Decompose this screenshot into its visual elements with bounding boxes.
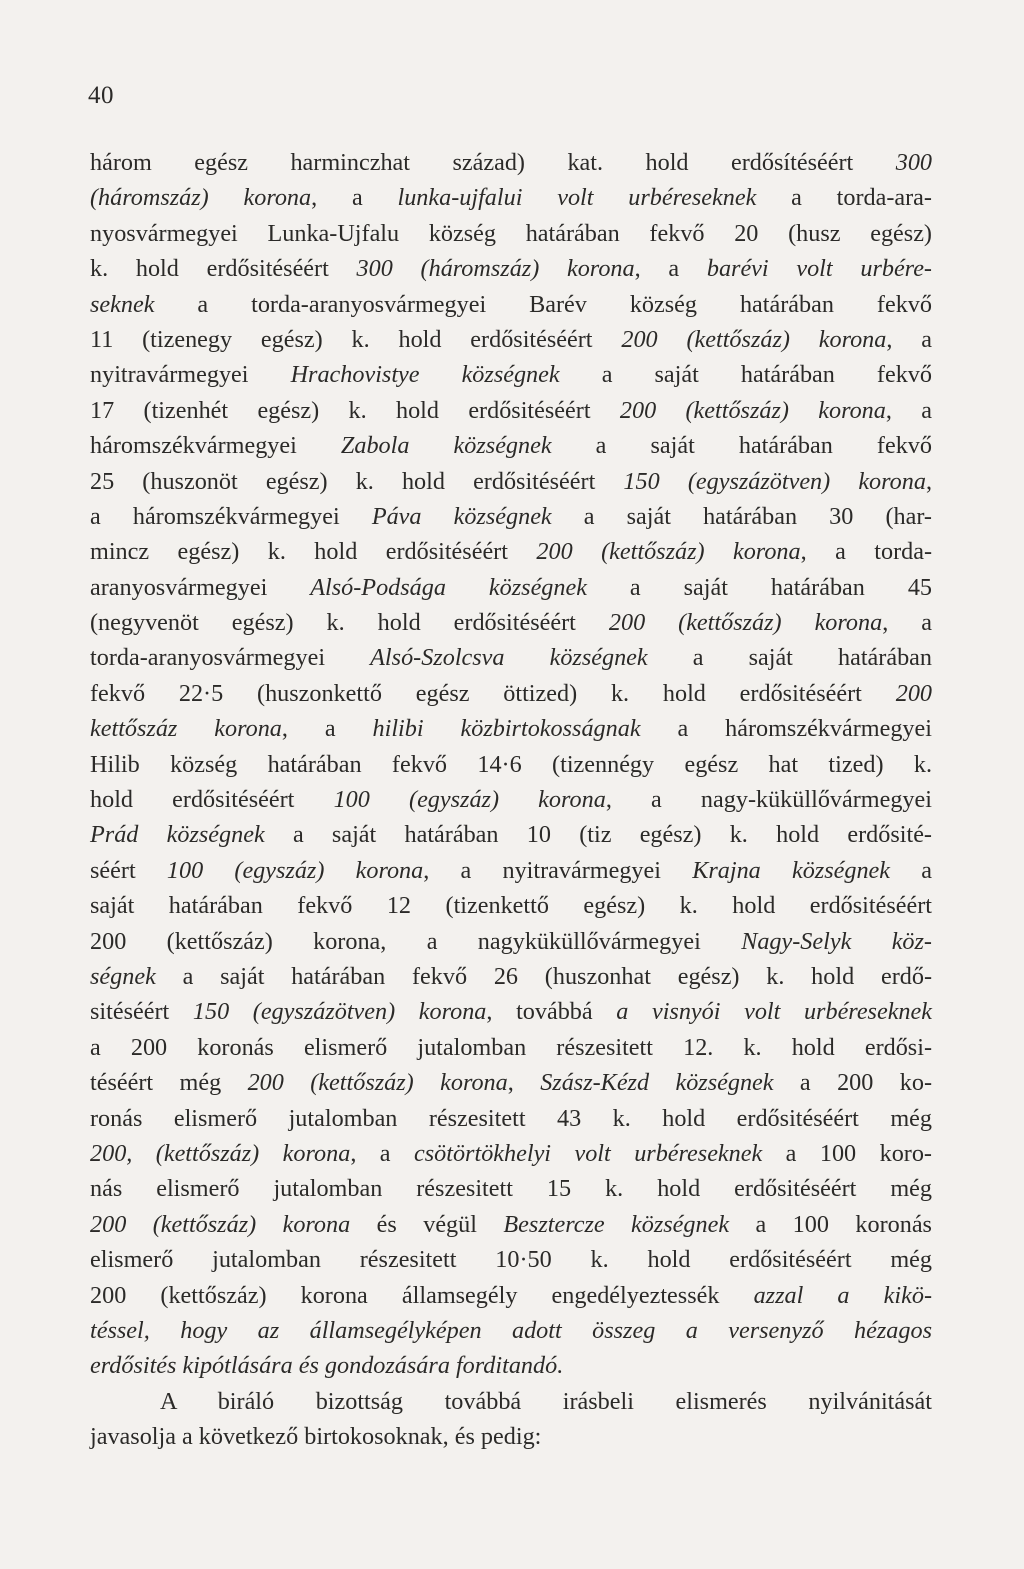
text-line (90, 1419, 932, 1454)
italic-text: Krajna községnek (692, 856, 891, 884)
text-run: a saját határában fekvő (551, 432, 932, 460)
text-run: a saját határában 45 (586, 573, 933, 601)
text-run: 17 (tizenhét egész) k. hold erdősitéséért (90, 396, 620, 424)
italic-text: azzal a kikö- (753, 1281, 932, 1309)
text-run: háromszékvármegyei (90, 432, 341, 460)
text-line (90, 959, 932, 994)
text-line (90, 747, 932, 782)
text-run: sitéséért (90, 998, 193, 1026)
italic-text: lunka-ujfalui volt urbéreseknek (397, 184, 757, 212)
text-line (90, 534, 932, 569)
text-line (90, 1207, 932, 1242)
text-run: a 200 ko- (773, 1069, 932, 1097)
text-line (90, 464, 932, 499)
text-run: , továbbá (486, 998, 617, 1026)
text-run: , a (882, 609, 932, 637)
text-run: 25 (huszonöt egész) k. hold erdősitéséért (90, 467, 624, 495)
italic-text: csötörtökhelyi volt urbéreseknek (414, 1139, 763, 1167)
text-run: Hilib község határában fekvő 14·6 (tizennégy egész hat tized) k. (90, 750, 932, 778)
text-run: három egész harminczhat század) kat. hold erdősítéséért (90, 149, 896, 176)
text-line (90, 853, 932, 888)
text-line (90, 1030, 932, 1065)
text-run: a (890, 856, 932, 884)
text-line (90, 888, 932, 923)
italic-text: Páva községnek (371, 502, 552, 530)
italic-text: 150 (egyszázötven) korona (623, 467, 926, 495)
italic-text: 200 (895, 679, 932, 707)
text-run: , a (885, 396, 932, 424)
text-run: elismerő jutalomban részesitett 10·50 k. hold erdősitéséért még (90, 1246, 932, 1274)
text-run: javasolja a következő birtokosoknak, és pedig: (90, 1423, 542, 1451)
italic-text: 200 (kettőszáz) korona (536, 538, 801, 566)
text-line (90, 1101, 932, 1136)
text-run: saját határában fekvő 12 (tizenkettő egész) k. hold erdősitéséért (90, 892, 932, 920)
text-run: k. hold erdősitéséért (90, 255, 357, 283)
text-line (90, 393, 932, 428)
text-run: mincz egész) k. hold erdősitéséért (90, 538, 537, 566)
text-run: séért (90, 856, 167, 884)
italic-text: Alsó-Podsága községnek (310, 573, 587, 601)
italic-text: 100 (egyszáz) korona (166, 856, 424, 884)
text-line (90, 287, 932, 322)
text-run: téséért még (90, 1069, 248, 1097)
text-run: fekvő 22·5 (huszonkettő egész öttized) k. hold erdősitéséért (90, 679, 896, 707)
text-run: , a nagy-küküllővármegyei (605, 786, 932, 814)
text-run: A biráló bizottság továbbá irásbeli elismerés nyilvánitását (160, 1387, 932, 1415)
page-number: 40 (88, 82, 114, 109)
text-line (90, 145, 932, 180)
italic-text: Hrachovistye községnek (290, 361, 560, 389)
text-line (90, 1278, 932, 1313)
text-run: , a nyitravármegyei (423, 856, 693, 884)
text-run: , a (350, 1139, 414, 1167)
text-line (90, 817, 932, 852)
text-run: a torda-ara- (756, 184, 932, 212)
italic-text: 200 (kettőszáz) korona (247, 1069, 508, 1097)
italic-text: Prád községnek (90, 821, 265, 849)
text-line (90, 1171, 932, 1206)
italic-text: 200 (kettőszáz) korona (90, 1210, 351, 1238)
italic-text: 300 (895, 149, 932, 176)
text-line (90, 605, 932, 640)
text-run: a háromszékvármegyei (640, 715, 932, 743)
text-run: , a (311, 184, 398, 212)
text-run: ronás elismerő jutalomban részesitett 43 k. hold erdősitéséért még (90, 1104, 932, 1132)
text-run: , a torda- (800, 538, 933, 566)
text-run: 200 (kettőszáz) korona, a nagyküküllővármegyei (90, 927, 742, 955)
italic-text: 300 (háromszáz) korona (356, 255, 635, 283)
italic-text: kettőszáz korona (90, 715, 282, 743)
text-run: a 100 koronás (729, 1210, 932, 1238)
page-body (90, 145, 932, 1454)
text-run: , (925, 467, 932, 495)
italic-text: Alsó-Szolcsva községnek (370, 644, 648, 672)
text-line (90, 782, 932, 817)
text-line (90, 428, 932, 463)
paragraph (90, 145, 932, 1384)
text-run: , a (886, 325, 932, 353)
text-line (90, 570, 932, 605)
text-line (90, 924, 932, 959)
text-run: torda-aranyosvármegyei (90, 644, 371, 672)
text-run: nyitravármegyei (90, 361, 291, 389)
italic-text: Nagy-Selyk köz- (741, 927, 932, 955)
text-run: a háromszékvármegyei (90, 502, 372, 530)
italic-text: téssel, hogy az államsegélyképen adott összeg a versenyző hézagos (90, 1316, 932, 1344)
paragraph (90, 1384, 932, 1455)
text-line (90, 251, 932, 286)
italic-text: erdősités kipótlására és gondozására forditandó. (90, 1352, 564, 1380)
text-line (90, 322, 932, 357)
text-line (90, 711, 932, 746)
text-run: hold erdősitéséért (90, 786, 334, 814)
text-run: a torda-aranyosvármegyei Barév község határában fekvő (154, 290, 932, 318)
text-run: 200 (kettőszáz) korona államsegély engedélyeztessék (90, 1281, 754, 1309)
text-run: a saját határában fekvő (559, 361, 932, 389)
italic-text: hilibi közbirtokosságnak (372, 715, 641, 743)
text-run: (negyvenöt egész) k. hold erdősitéséért (90, 609, 609, 637)
text-run: , (507, 1069, 541, 1097)
text-line (90, 180, 932, 215)
italic-text: Besztercze községnek (503, 1210, 730, 1238)
italic-text: (háromszáz) korona (90, 184, 312, 212)
italic-text: 200, (kettőszáz) korona (90, 1139, 351, 1167)
italic-text: 150 (egyszázötven) korona (192, 998, 487, 1026)
text-line (90, 1065, 932, 1100)
text-line (90, 994, 932, 1029)
italic-text: 200 (kettőszáz) korona (621, 325, 887, 353)
text-run: nás elismerő jutalomban részesitett 15 k. hold erdősitéséért még (90, 1175, 932, 1203)
text-run: aranyosvármegyei (90, 573, 311, 601)
text-line (90, 357, 932, 392)
text-line (90, 499, 932, 534)
text-run: a saját határában fekvő 26 (huszonhat egész) k. hold erdő- (155, 962, 932, 990)
text-run: a saját határában 30 (har- (551, 502, 932, 530)
italic-text: 200 (kettőszáz) korona (619, 396, 886, 424)
italic-text: a visnyói volt urbéreseknek (616, 998, 932, 1026)
text-line (90, 1313, 932, 1348)
text-run: nyosvármegyei Lunka-Ujfalu község határában fekvő 20 (husz egész) (90, 219, 932, 247)
italic-text: Zabola községnek (340, 432, 552, 460)
text-run: a 100 koro- (762, 1139, 932, 1167)
text-line (90, 640, 932, 675)
text-run: , a (634, 255, 707, 283)
italic-text: ségnek (90, 962, 156, 990)
text-run: , a (281, 715, 373, 743)
text-line (90, 1242, 932, 1277)
italic-text: seknek (90, 290, 155, 318)
text-line (90, 1136, 932, 1171)
text-run: a saját határában (647, 644, 932, 672)
text-line (90, 1384, 932, 1419)
text-line (90, 1348, 932, 1383)
text-run: a saját határában 10 (tiz egész) k. hold erdősité- (264, 821, 932, 849)
text-line (90, 676, 932, 711)
text-run: a 200 koronás elismerő jutalomban részesitett 12. k. hold erdősi- (90, 1033, 932, 1061)
italic-text: Szász-Kézd községnek (540, 1069, 774, 1097)
italic-text: 100 (egyszáz) korona (333, 786, 606, 814)
italic-text: barévi volt urbére- (706, 255, 932, 283)
text-run: 11 (tizenegy egész) k. hold erdősitéséért (90, 325, 622, 353)
italic-text: 200 (kettőszáz) korona (608, 609, 883, 637)
text-line (90, 216, 932, 251)
text-run: és végül (350, 1210, 504, 1238)
